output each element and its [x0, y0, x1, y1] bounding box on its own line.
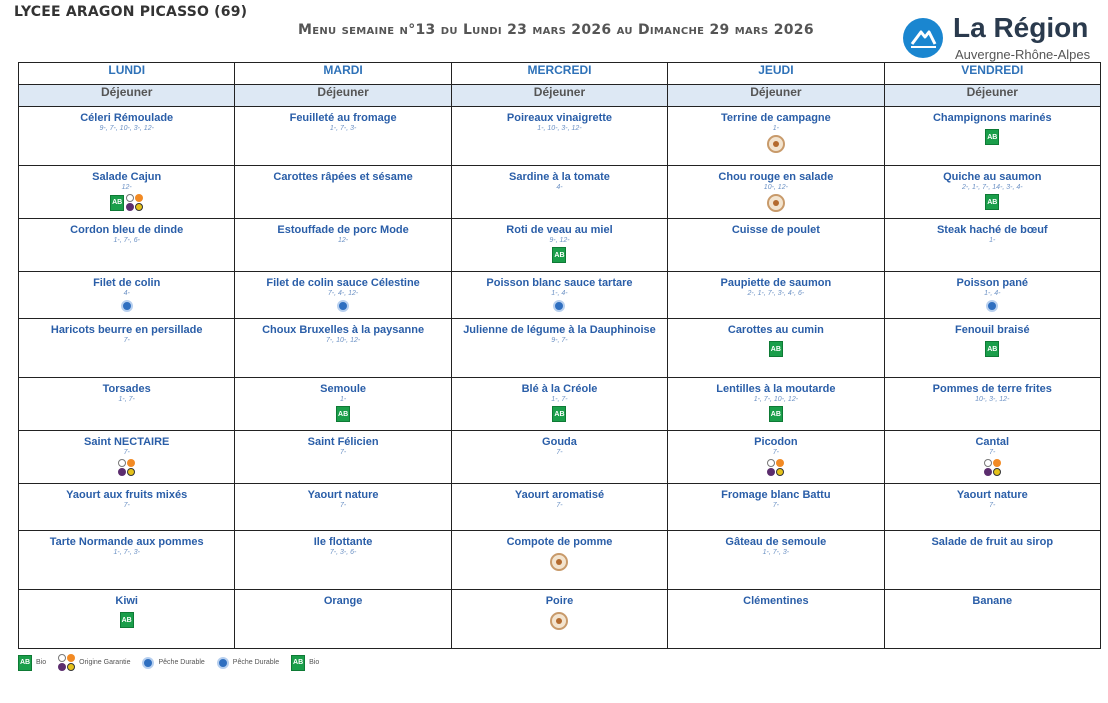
- label-icons: [19, 194, 234, 211]
- menu-cell: [235, 590, 451, 649]
- menu-cell: [235, 378, 451, 431]
- dish-name: Saint Félicien: [307, 436, 379, 448]
- dish-name: Blé à la Créole: [521, 383, 598, 395]
- menu-cell: [235, 319, 451, 378]
- allergen-codes: [885, 337, 1100, 339]
- allergen-codes: 7-: [339, 449, 347, 456]
- day-header-vendredi: VENDREDI: [884, 63, 1100, 85]
- menu-cell: [884, 219, 1100, 272]
- origine-garantie-icon: [118, 459, 135, 476]
- legend-item: [142, 657, 204, 669]
- label-icons: [452, 612, 667, 630]
- menu-cell: [19, 319, 235, 378]
- allergen-codes: [885, 125, 1100, 127]
- allergen-codes: [885, 608, 1100, 610]
- menu-cell: [19, 107, 235, 166]
- allergen-codes: 1-, 7-, 3-: [329, 125, 357, 132]
- day-header-row: [19, 63, 1101, 85]
- label-icons: [885, 459, 1100, 476]
- allergen-codes: 7-: [556, 449, 563, 456]
- dish-name: Ile flottante: [313, 536, 373, 548]
- label-icons: [885, 300, 1100, 312]
- menu-cell: [451, 272, 667, 319]
- dish-name: Filet de colin sauce Célestine: [266, 277, 420, 289]
- allergen-codes: [235, 184, 450, 186]
- fait-maison-icon: [767, 194, 785, 212]
- label-icons: [19, 300, 234, 312]
- menu-row: [19, 319, 1101, 378]
- dish-name: Cordon bleu de dinde: [70, 224, 184, 236]
- bio-label-icon: AB: [291, 655, 305, 671]
- label-icons: [885, 129, 1100, 145]
- menu-cell: [19, 166, 235, 219]
- day-header-mardi: MARDI: [235, 63, 451, 85]
- allergen-codes: [668, 337, 883, 339]
- legend-label: Pêche Durable: [232, 659, 280, 666]
- legend-item: [18, 655, 46, 671]
- menu-cell: [884, 590, 1100, 649]
- allergen-codes: 9-, 12-: [549, 237, 570, 244]
- menu-cell: [235, 272, 451, 319]
- menu-row: [19, 166, 1101, 219]
- allergen-codes: 7-: [772, 502, 779, 509]
- menu-cell: [19, 378, 235, 431]
- allergen-codes: 1-, 7-, 3-: [762, 549, 790, 556]
- school-name: LYCEE ARAGON PICASSO (69): [14, 4, 248, 20]
- dish-name: Cantal: [975, 436, 1010, 448]
- peche-durable-icon: [121, 300, 133, 312]
- menu-cell: [668, 272, 884, 319]
- bio-label-icon: AB: [120, 612, 134, 628]
- legend-label: Bio: [36, 659, 47, 666]
- dish-name: Poisson pané: [956, 277, 1029, 289]
- dish-name: Julienne de légume à la Dauphinoise: [463, 324, 656, 336]
- allergen-codes: 10-, 3-, 12-: [975, 396, 1010, 403]
- allergen-codes: 7-: [339, 502, 347, 509]
- menu-table: [18, 62, 1101, 649]
- label-icons: [668, 459, 883, 476]
- dish-name: Poireaux vinaigrette: [506, 112, 613, 124]
- allergen-codes: 4-: [556, 184, 563, 191]
- allergen-codes: 12-: [338, 237, 349, 244]
- dish-name: Cuisse de poulet: [731, 224, 820, 236]
- region-logo-subtitle: Auvergne-Rhône-Alpes: [955, 47, 1091, 62]
- legend-item: [291, 655, 319, 671]
- legend: [18, 654, 325, 671]
- menu-cell: [884, 531, 1100, 590]
- allergen-codes: 2-, 1-, 7-, 3-, 4-, 6-: [747, 290, 805, 297]
- menu-row: [19, 531, 1101, 590]
- menu-row: [19, 219, 1101, 272]
- allergen-codes: 7-: [772, 449, 779, 456]
- dish-name: Yaourt aromatisé: [514, 489, 605, 501]
- dish-name: Kiwi: [115, 595, 138, 607]
- dish-name: Feuilleté au fromage: [289, 112, 397, 124]
- menu-cell: [668, 166, 884, 219]
- origine-garantie-icon: [58, 654, 75, 671]
- allergen-codes: 7-: [123, 502, 130, 509]
- bio-label-icon: AB: [552, 247, 566, 263]
- dish-name: Salade de fruit au sirop: [931, 536, 1054, 548]
- menu-cell: [884, 107, 1100, 166]
- menu-cell: [668, 219, 884, 272]
- dish-name: Gâteau de semoule: [725, 536, 827, 548]
- bio-label-icon: AB: [769, 406, 783, 422]
- menu-cell: [235, 166, 451, 219]
- menu-cell: [451, 219, 667, 272]
- allergen-codes: 1-: [772, 125, 779, 132]
- meal-header: Déjeuner: [19, 85, 235, 107]
- dish-name: Haricots beurre en persillade: [50, 324, 203, 336]
- dish-name: Paupiette de saumon: [720, 277, 832, 289]
- dish-name: Yaourt aux fruits mixés: [66, 489, 188, 501]
- menu-cell: [668, 590, 884, 649]
- label-icons: [668, 135, 883, 153]
- menu-cell: [668, 319, 884, 378]
- menu-cell: [668, 484, 884, 531]
- dish-name: Salade Cajun: [92, 171, 162, 183]
- menu-cell: [451, 378, 667, 431]
- dish-name: Picodon: [754, 436, 798, 448]
- bio-label-icon: AB: [985, 194, 999, 210]
- label-icons: [235, 406, 450, 422]
- menu-body: [19, 107, 1101, 649]
- menu-cell: [668, 378, 884, 431]
- day-header-jeudi: JEUDI: [668, 63, 884, 85]
- menu-cell: [19, 431, 235, 484]
- meal-header: Déjeuner: [235, 85, 451, 107]
- dish-name: Fenouil braisé: [954, 324, 1030, 336]
- dish-name: Roti de veau au miel: [506, 224, 613, 236]
- bio-label-icon: AB: [985, 129, 999, 145]
- allergen-codes: 7-, 10-, 12-: [325, 337, 361, 344]
- allergen-codes: 12-: [121, 184, 132, 191]
- dish-name: Quiche au saumon: [943, 171, 1042, 183]
- dish-name: Yaourt nature: [307, 489, 379, 501]
- allergen-codes: 7-, 4-, 12-: [327, 290, 359, 297]
- fait-maison-icon: [550, 612, 568, 630]
- dish-name: Terrine de campagne: [720, 112, 831, 124]
- dish-name: Estouffade de porc Mode: [277, 224, 409, 236]
- allergen-codes: 1-, 4-: [551, 290, 568, 297]
- peche-durable-icon: [142, 657, 154, 669]
- allergen-codes: [19, 608, 234, 610]
- dish-name: Poisson blanc sauce tartare: [486, 277, 633, 289]
- menu-cell: [884, 319, 1100, 378]
- menu-cell: [235, 484, 451, 531]
- allergen-codes: 9-, 7-, 10-, 3-, 12-: [99, 125, 154, 132]
- allergen-codes: 7-, 3-, 6-: [329, 549, 357, 556]
- meal-header: Déjeuner: [451, 85, 667, 107]
- allergen-codes: [668, 237, 883, 239]
- allergen-codes: 10-, 12-: [763, 184, 788, 191]
- menu-cell: [451, 590, 667, 649]
- peche-durable-icon: [337, 300, 349, 312]
- menu-title: Menu semaine n°13 du Lundi 23 mars 2026 au Dimanche 29 mars 2026: [298, 22, 814, 38]
- dish-name: Carottes au cumin: [727, 324, 824, 336]
- menu-cell: [451, 531, 667, 590]
- allergen-codes: 1-, 7-, 3-: [113, 549, 140, 556]
- menu-cell: [668, 431, 884, 484]
- allergen-codes: 7-: [123, 449, 130, 456]
- menu-cell: [235, 107, 451, 166]
- origine-garantie-icon: [126, 194, 143, 211]
- allergen-codes: 1-, 7-, 10-, 12-: [753, 396, 799, 403]
- fait-maison-icon: [767, 135, 785, 153]
- legend-item: [217, 657, 279, 669]
- meal-header-row: [19, 85, 1101, 107]
- allergen-codes: 9-, 7-: [551, 337, 568, 344]
- menu-cell: [451, 319, 667, 378]
- dish-name: Tarte Normande aux pommes: [49, 536, 204, 548]
- dish-name: Champignons marinés: [932, 112, 1052, 124]
- peche-durable-icon: [986, 300, 998, 312]
- menu-row: [19, 272, 1101, 319]
- dish-name: Yaourt nature: [956, 489, 1028, 501]
- menu-cell: [451, 484, 667, 531]
- dish-name: Fromage blanc Battu: [721, 489, 831, 501]
- bio-label-icon: AB: [336, 406, 350, 422]
- menu-row: [19, 590, 1101, 649]
- legend-item: [58, 654, 130, 671]
- label-icons: [885, 194, 1100, 210]
- dish-name: Chou rouge en salade: [718, 171, 834, 183]
- label-icons: [19, 612, 234, 628]
- dish-name: Sardine à la tomate: [509, 171, 610, 183]
- dish-name: Gouda: [542, 436, 577, 448]
- menu-cell: [884, 272, 1100, 319]
- label-icons: [452, 553, 667, 571]
- day-header-lundi: LUNDI: [19, 63, 235, 85]
- dish-name: Torsades: [102, 383, 151, 395]
- legend-label: Pêche Durable: [158, 659, 205, 666]
- allergen-codes: 1-, 7-, 6-: [113, 237, 140, 244]
- menu-row: [19, 107, 1101, 166]
- peche-durable-icon: [553, 300, 565, 312]
- dish-name: Poire: [545, 595, 574, 607]
- menu-cell: [19, 219, 235, 272]
- menu-cell: [451, 107, 667, 166]
- label-icons: [668, 341, 883, 357]
- dish-name: Banane: [972, 595, 1013, 607]
- allergen-codes: 7-: [989, 449, 996, 456]
- label-icons: [235, 300, 450, 312]
- menu-cell: [884, 484, 1100, 531]
- allergen-codes: [452, 608, 667, 610]
- menu-cell: [19, 272, 235, 319]
- menu-cell: [19, 531, 235, 590]
- dish-name: Compote de pomme: [506, 536, 613, 548]
- dish-name: Pommes de terre frites: [932, 383, 1052, 395]
- legend-label: Origine Garantie: [79, 659, 131, 666]
- dish-name: Céleri Rémoulade: [80, 112, 174, 124]
- dish-name: Clémentines: [743, 595, 809, 607]
- bio-label-icon: AB: [110, 195, 124, 211]
- dish-name: Orange: [323, 595, 363, 607]
- meal-header: Déjeuner: [884, 85, 1100, 107]
- menu-cell: [235, 531, 451, 590]
- menu-row: [19, 431, 1101, 484]
- region-logo-title: La Région: [953, 12, 1089, 43]
- peche-durable-icon: [217, 657, 229, 669]
- allergen-codes: 1-, 10-, 3-, 12-: [537, 125, 582, 132]
- menu-cell: [451, 166, 667, 219]
- menu-cell: [668, 107, 884, 166]
- allergen-codes: 1-, 4-: [984, 290, 1001, 297]
- label-icons: [885, 341, 1100, 357]
- menu-row: [19, 378, 1101, 431]
- bio-label-icon: AB: [769, 341, 783, 357]
- dish-name: Saint NECTAIRE: [84, 436, 170, 448]
- allergen-codes: 1-, 7-: [118, 396, 135, 403]
- allergen-codes: 7-: [556, 502, 563, 509]
- origine-garantie-icon: [767, 459, 784, 476]
- bio-label-icon: AB: [552, 406, 566, 422]
- allergen-codes: [235, 608, 450, 610]
- dish-name: Filet de colin: [93, 277, 161, 289]
- allergen-codes: [452, 549, 667, 551]
- label-icons: [452, 406, 667, 422]
- allergen-codes: 1-: [989, 237, 996, 244]
- allergen-codes: [668, 608, 883, 610]
- allergen-codes: 1-: [339, 396, 347, 403]
- label-icons: [452, 300, 667, 312]
- day-header-mercredi: MERCREDI: [451, 63, 667, 85]
- dish-name: Lentilles à la moutarde: [716, 383, 836, 395]
- dish-name: Carottes râpées et sésame: [273, 171, 413, 183]
- allergen-codes: [885, 549, 1100, 551]
- menu-cell: [668, 531, 884, 590]
- label-icons: [19, 459, 234, 476]
- label-icons: [668, 406, 883, 422]
- legend-label: Bio: [309, 659, 320, 666]
- region-logo-icon: [903, 18, 943, 58]
- menu-cell: [884, 431, 1100, 484]
- label-icons: [668, 194, 883, 212]
- menu-cell: [884, 166, 1100, 219]
- menu-cell: [235, 219, 451, 272]
- allergen-codes: 7-: [989, 502, 996, 509]
- allergen-codes: 4-: [123, 290, 130, 297]
- menu-cell: [451, 431, 667, 484]
- meal-header: Déjeuner: [668, 85, 884, 107]
- fait-maison-icon: [550, 553, 568, 571]
- dish-name: Steak haché de bœuf: [936, 224, 1048, 236]
- origine-garantie-icon: [984, 459, 1001, 476]
- label-icons: [452, 247, 667, 263]
- menu-cell: [19, 590, 235, 649]
- menu-cell: [19, 484, 235, 531]
- menu-cell: [884, 378, 1100, 431]
- bio-label-icon: AB: [18, 655, 32, 671]
- bio-label-icon: AB: [985, 341, 999, 357]
- allergen-codes: 2-, 1-, 7-, 14-, 3-, 4-: [961, 184, 1023, 191]
- dish-name: Choux Bruxelles à la paysanne: [262, 324, 425, 336]
- allergen-codes: 1-, 7-: [551, 396, 568, 403]
- menu-row: [19, 484, 1101, 531]
- region-logo: [903, 14, 1103, 64]
- menu-cell: [235, 431, 451, 484]
- allergen-codes: 7-: [123, 337, 130, 344]
- dish-name: Semoule: [320, 383, 367, 395]
